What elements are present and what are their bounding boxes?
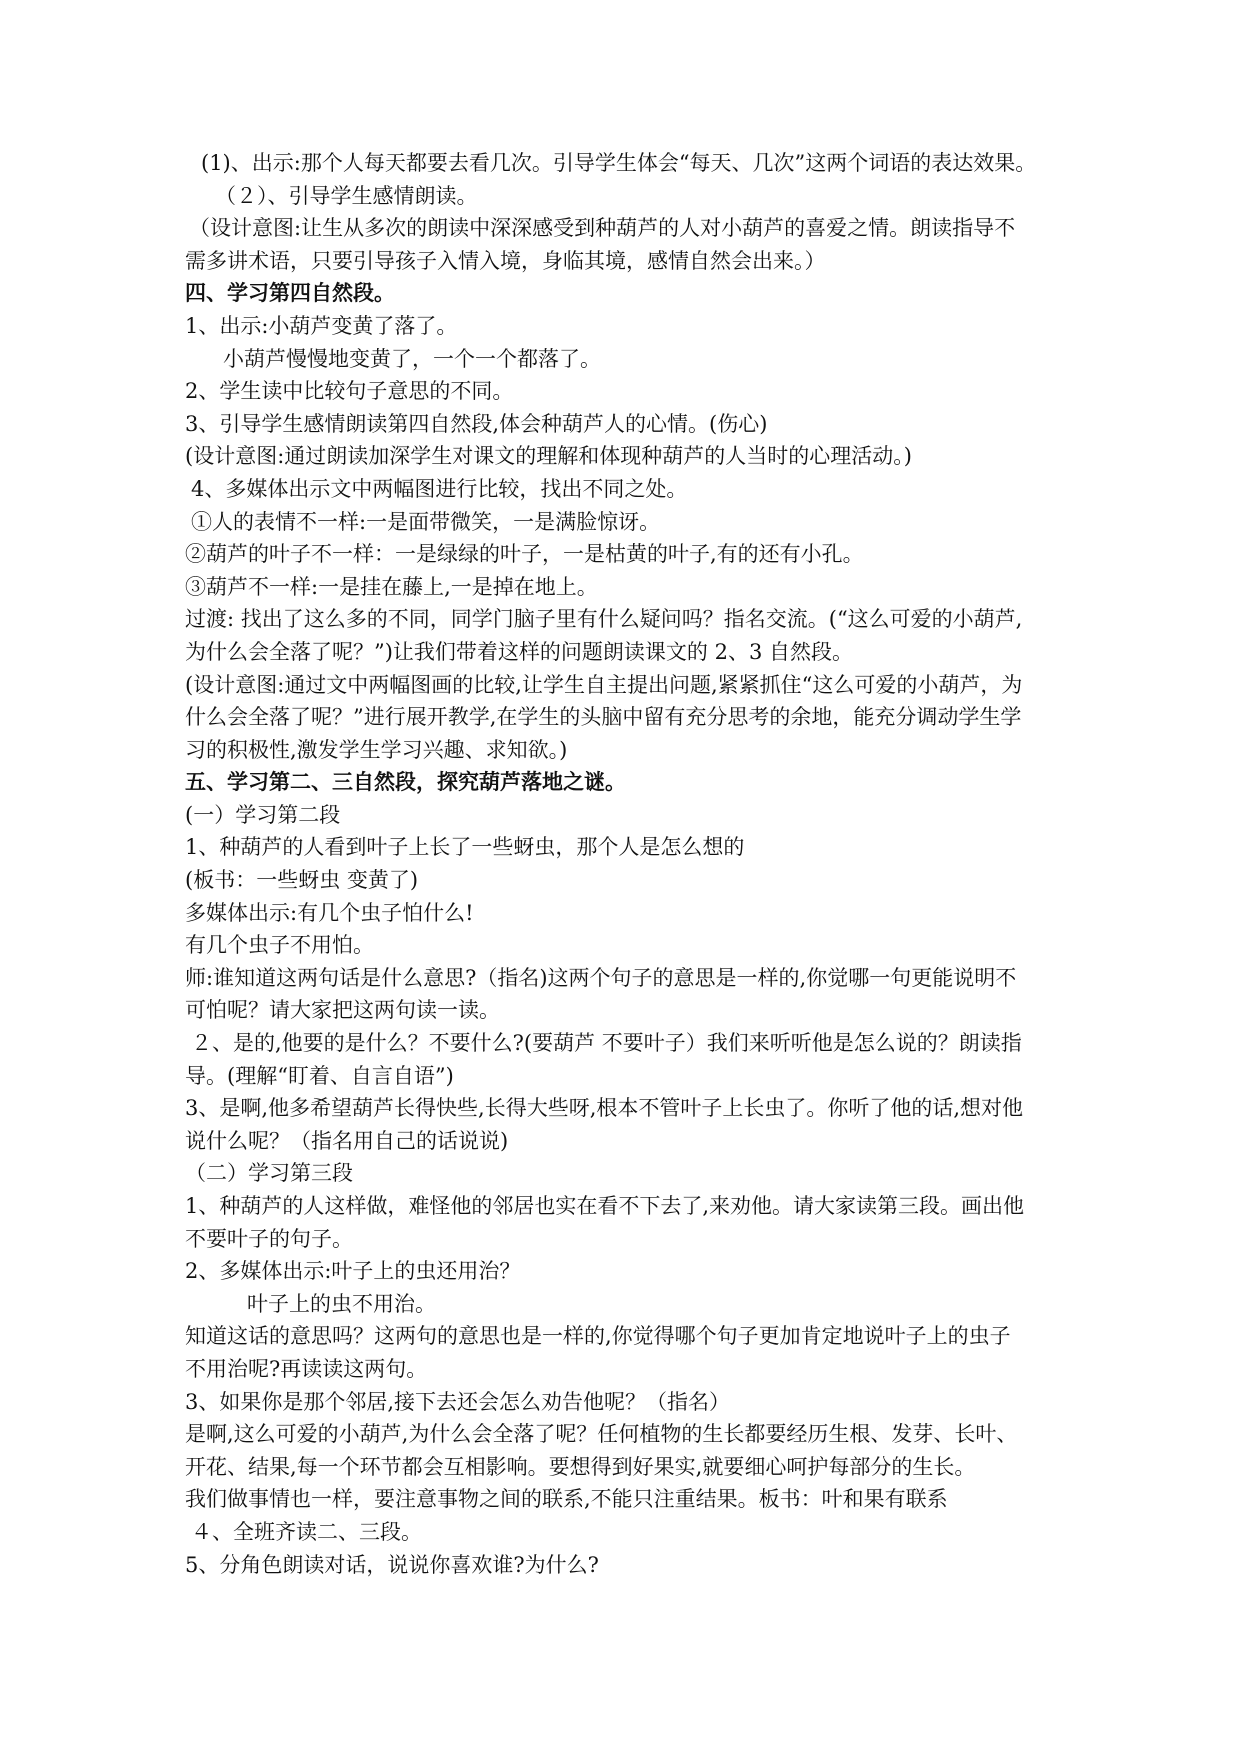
text-line: (1)、出示:那个人每天都要去看几次。引导学生体会“每天、几次”这两个词语的表达效果。 (201, 151, 1037, 175)
text-line: ４、全班齐读二、三段。 (191, 1519, 422, 1544)
text-line: 小葫芦慢慢地变黄了，一个一个都落了。 (223, 346, 601, 371)
text-line: 1、出示:小葫芦变黄了落了。 (185, 313, 458, 338)
text-line: 是啊,这么可爱的小葫芦,为什么会全落了呢？任何植物的生长都要经历生根、发芽、长叶、 (185, 1422, 1018, 1447)
text-line: (一）学习第二段 (185, 802, 341, 827)
text-line: 1、种葫芦的人这样做，难怪他的邻居也实在看不下去了,来劝他。请大家读第三段。画出他 (185, 1194, 1025, 1218)
text-line: ②葫芦的叶子不一样：一是绿绿的叶子，一是枯黄的叶子,有的还有小孔。 (185, 542, 864, 567)
text-line: 5、分角色朗读对话，说说你喜欢谁?为什么? (185, 1552, 599, 1577)
text-line: （二）学习第三段 (185, 1161, 353, 1186)
text-line: 有几个虫子不用怕。 (185, 933, 374, 958)
section-heading: 四、学习第四自然段。 (185, 280, 395, 306)
text-line: 多媒体出示:有几个虫子怕什么! (185, 900, 474, 925)
text-line: 3、如果你是那个邻居,接下去还会怎么劝告他呢？（指名） (185, 1389, 731, 1414)
text-line: 4、多媒体出示文中两幅图进行比较，找出不同之处。 (191, 476, 688, 501)
text-line: 叶子上的虫不用治。 (247, 1291, 436, 1316)
text-line: 不用治呢?再读读这两句。 (185, 1356, 428, 1381)
text-line: 3、引导学生感情朗读第四自然段,体会种葫芦人的心情。(伤心) (185, 411, 768, 436)
text-line: 2、学生读中比较句子意思的不同。 (185, 379, 514, 404)
text-line: 说什么呢？（指名用自己的话说说) (185, 1128, 509, 1153)
text-line: 什么会全落了呢？”进行展开教学,在学生的头脑中留有充分思考的余地，能充分调动学生学 (185, 705, 1022, 730)
text-line: (设计意图:通过朗读加深学生对课文的理解和体现种葫芦的人当时的心理活动。) (185, 444, 912, 469)
text-line: 我们做事情也一样，要注意事物之间的联系,不能只注重结果。板书：叶和果有联系 (185, 1487, 948, 1512)
text-line: 需多讲术语，只要引导孩子入情入境，身临其境，感情自然会出来。） (185, 248, 826, 273)
text-line: （２）、引导学生感情朗读。 (215, 183, 478, 208)
text-line: ①人的表情不一样:一是面带微笑，一是满脸惊讶。 (191, 509, 661, 534)
text-line: 师:谁知道这两句话是什么意思?（指名)这两个句子的意思是一样的,你觉哪一句更能说明不 (185, 965, 1017, 990)
section-heading: 五、学习第二、三自然段，探究葫芦落地之谜。 (185, 769, 626, 795)
text-line: 可怕呢？请大家把这两句读一读。 (185, 998, 500, 1023)
text-line: ③葫芦不一样:一是挂在藤上,一是掉在地上。 (185, 574, 598, 599)
text-line: 1、种葫芦的人看到叶子上长了一些蚜虫，那个人是怎么想的 (185, 835, 745, 860)
text-line: (设计意图:通过文中两幅图画的比较,让学生自主提出问题,紧紧抓住“这么可爱的小葫芦，为 (185, 672, 1023, 697)
text-line: 习的积极性,激发学生学习兴趣、求知欲。) (185, 737, 568, 762)
text-line: 2、多媒体出示:叶子上的虫还用治？ (185, 1259, 521, 1284)
document-page (185, 147, 1065, 1581)
text-line: 知道这话的意思吗？这两句的意思也是一样的,你觉得哪个句子更加肯定地说叶子上的虫子 (185, 1324, 1011, 1349)
text-line: 过渡: 找出了这么多的不同，同学门脑子里有什么疑问吗？指名交流。(“这么可爱的小葫芦, (185, 607, 1023, 632)
text-line: 为什么会全落了呢？”)让我们带着这样的问题朗读课文的 2、3 自然段。 (185, 639, 853, 664)
text-line: （设计意图:让生从多次的朗读中深深感受到种葫芦的人对小葫芦的喜爱之情。朗读指导不 (189, 216, 1016, 241)
text-line: 不要叶子的句子。 (185, 1226, 353, 1251)
text-line: (板书：一些蚜虫 变黄了) (185, 868, 419, 893)
text-line: 开花、结果,每一个环节都会互相影响。要想得到好果实,就要细心呵护每部分的生长。 (185, 1454, 976, 1479)
text-line: 导。(理解“盯着、自言自语”) (185, 1063, 454, 1088)
text-line: ２、是的,他要的是什么？不要什么?(要葫芦 不要叶子）我们来听听他是怎么说的？朗读指 (191, 1031, 1022, 1056)
text-line: 3、是啊,他多希望葫芦长得快些,长得大些呀,根本不管叶子上长虫了。你听了他的话,想对他 (185, 1096, 1024, 1121)
